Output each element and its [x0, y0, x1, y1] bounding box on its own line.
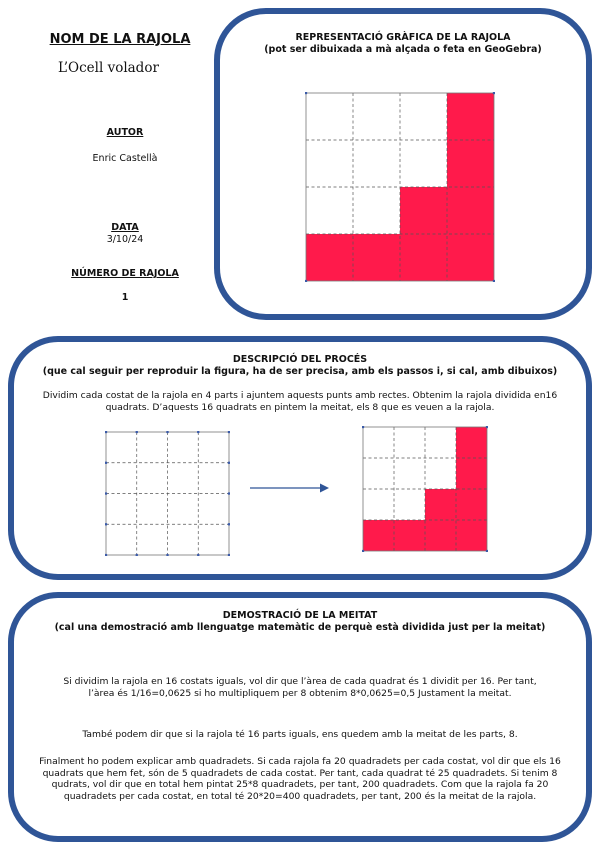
filled-cell [447, 140, 494, 187]
tile-name: L’Ocell volador [58, 60, 159, 76]
division-point [105, 461, 107, 464]
filled-cell [456, 489, 487, 520]
demo-title: DEMOSTRACIÓ DE LA MEITAT [222, 610, 378, 621]
date-value: 3/10/24 [106, 234, 144, 245]
tile-main [305, 92, 495, 282]
filled-cell [456, 520, 487, 551]
filled-cell [447, 93, 494, 140]
graphic-subtitle: (pot ser dibuixada a mà alçada o feta en GeoGebra) [264, 44, 542, 55]
graphic-title: REPRESENTACIÓ GRÀFICA DE LA RAJOLA [295, 32, 511, 43]
process-title: DESCRIPCIÓ DEL PROCÉS [232, 354, 368, 365]
division-point [135, 431, 138, 433]
author-value: Enric Castellà [92, 153, 158, 164]
process-description-box [8, 336, 592, 580]
division-point [228, 523, 230, 526]
filled-cell [306, 234, 353, 281]
demonstration-box [8, 592, 592, 842]
filled-cell [447, 234, 494, 281]
tile-painted [362, 426, 488, 552]
division-point [228, 461, 230, 464]
filled-cell [456, 458, 487, 489]
filled-cell [425, 520, 456, 551]
filled-cell [394, 520, 425, 551]
division-point [166, 431, 169, 433]
filled-cell [400, 187, 447, 234]
process-text: Dividim cada costat de la rajola en 4 parts i ajuntem aquests punts amb rectes. Obtenim la rajola dividida en16 quadrats. D’aquests 16 quadrats en pintem la meitat, els 8 que es veuen a la rajola. [42, 390, 558, 413]
tile-divided-grid [105, 431, 230, 556]
demo-paragraph-1: Si dividim la rajola en 16 costats iguals, vol dir que l’àrea de cada quadrat és 1 dividit per 16. Per tant, l’àrea és 1/16=0,0625 si ho multipliquem per 8 obtenim 8*0,0625=0,5 Justament la meitat. [63, 676, 537, 699]
division-point [105, 492, 107, 495]
division-point [228, 554, 230, 556]
division-point [135, 554, 138, 556]
demo-paragraph-2: També podem dir que si la rajola té 16 parts iguals, ens quedem amb la meitat de les parts, 8. [82, 729, 518, 740]
division-point [166, 554, 169, 556]
division-point [197, 431, 200, 433]
tile-number-label: NÚMERO DE RAJOLA [71, 268, 179, 279]
corner-point [305, 92, 307, 94]
arrow-right-icon [250, 482, 330, 494]
process-subtitle: (que cal seguir per reproduir la figura, ha de ser precisa, amb els passos i, si cal, amb dibuixos) [42, 366, 558, 377]
division-point [197, 554, 200, 556]
division-point [105, 523, 107, 526]
tile-name-heading: NOM DE LA RAJOLA [49, 32, 191, 47]
filled-cell [456, 427, 487, 458]
filled-cell [400, 234, 447, 281]
demo-paragraph-3: Finalment ho podem explicar amb quadradets. Si cada rajola fa 20 quadradets per cada costat, vol dir que els 16 quadrats que hem fet, són de 5 quadradets de cada costat. Per tant, cada quadrat té 25 quadradets. Si tenim 8 qudrats, vol dir que en total hem pintat 25*8 quadradets, per tant, 200 quadradets. Com que la rajola fa 20 quadradets per cada costat, en total té 20*20=400 quadradets, per tant, 200 és la meitat de la rajola. [39, 756, 561, 802]
division-point [105, 431, 107, 433]
filled-cell [447, 187, 494, 234]
author-label: AUTOR [106, 127, 144, 138]
filled-cell [425, 489, 456, 520]
date-label: DATA [111, 222, 139, 233]
filled-cell [353, 234, 400, 281]
filled-cell [363, 520, 394, 551]
division-point [228, 431, 230, 433]
tile-number-value: 1 [121, 292, 129, 303]
demo-subtitle: (cal una demostració amb llenguatge matemàtic de perquè està dividida just per la meitat) [54, 622, 546, 633]
division-point [105, 554, 107, 556]
corner-point [362, 426, 364, 428]
division-point [228, 492, 230, 495]
